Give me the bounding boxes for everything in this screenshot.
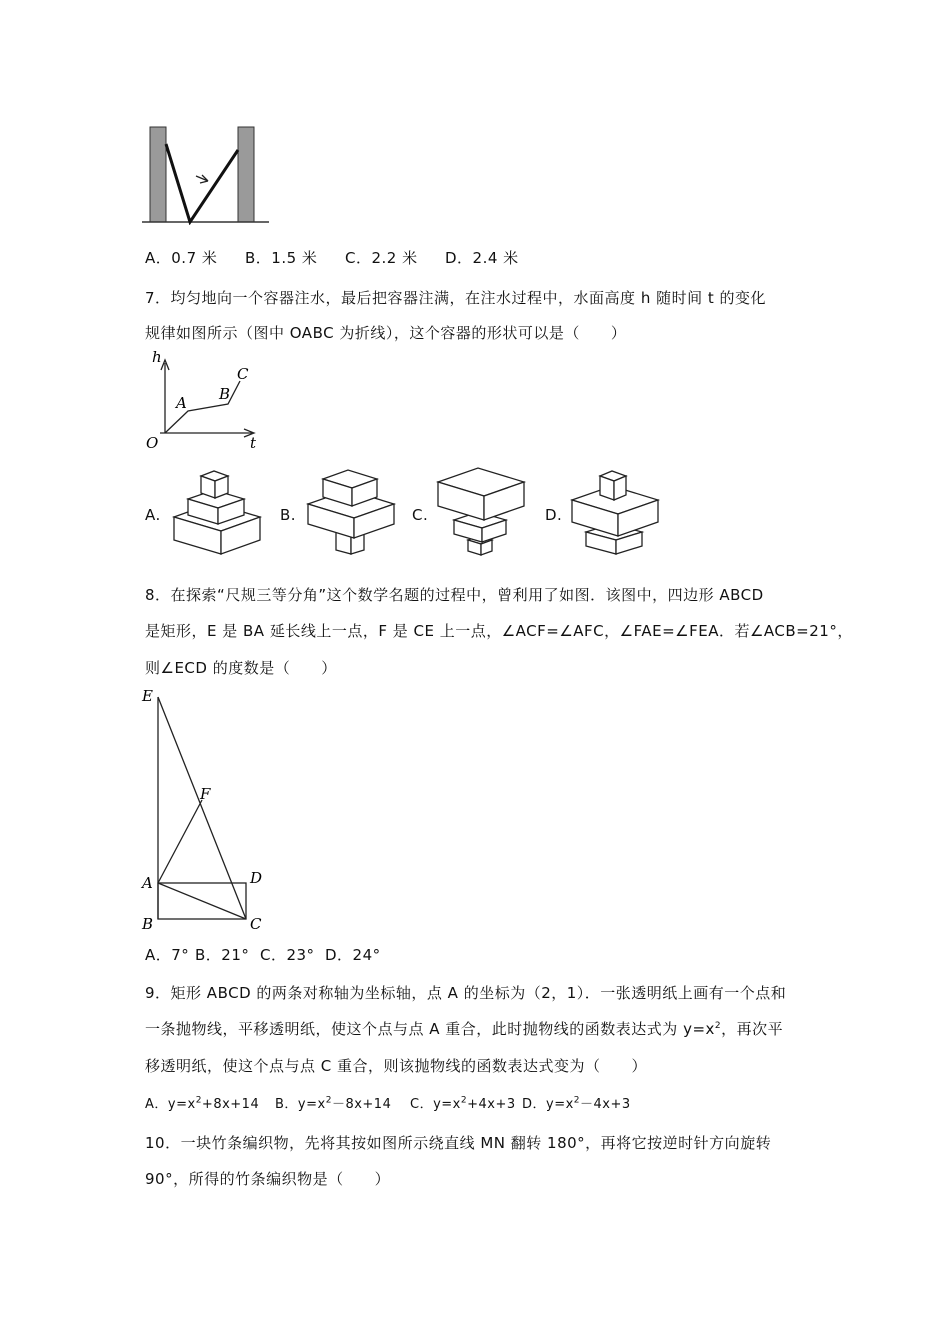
label-a: A (176, 394, 187, 412)
container-b-figure (302, 462, 402, 560)
q8-option-b: B．21° (195, 946, 250, 964)
q6-option-c: C．2.2 米 (345, 249, 418, 267)
q8-option-a: A．7° (145, 946, 190, 964)
label-c: C (237, 365, 249, 383)
q8-options (145, 945, 381, 965)
q6-options (145, 248, 519, 268)
q8-text-line1: 8．在探索“尺规三等分角”这个数学名题的过程中，曾利用了如图．该图中，四边形 ABCD (145, 586, 764, 604)
q7-option-c-label: C. (412, 506, 429, 524)
q8-text-line2: 是矩形，E 是 BA 延长线上一点，F 是 CE 上一点，∠ACF=∠AFC，∠FAE=∠FEA．若∠ACB=21°， (145, 622, 853, 640)
q9-line2-exponent: 2 (714, 1021, 722, 1031)
ladder-walls-figure (138, 120, 273, 225)
q7-text-line2: 规律如图所示（图中 OABC 为折线），这个容器的形状可以是（ ） (145, 324, 627, 342)
q9-text-line1: 9．矩形 ABCD 的两条对称轴为坐标轴，点 A 的坐标为（2，1）．一张透明纸上画有一个点和 (145, 984, 787, 1002)
q9-options (145, 1095, 631, 1115)
q6-option-d: D．2.4 米 (445, 249, 519, 267)
q9-line2-part1: 一条抛物线，平移透明纸，使这个点与点 A 重合，此时抛物线的函数表达式为 y=x (145, 1020, 715, 1038)
container-a-figure (168, 462, 268, 560)
q6-option-a: A．0.7 米 (145, 249, 218, 267)
q9-text-line2 (145, 1019, 783, 1039)
q9-text-line3: 移透明纸，使这个点与点 C 重合，则该抛物线的函数表达式变为（ ） (145, 1057, 648, 1075)
line-af (158, 800, 202, 883)
water-height-graph (140, 348, 265, 453)
label-o: O (146, 434, 159, 452)
left-wall (150, 127, 166, 222)
q7-option-d-label: D. (545, 506, 563, 524)
container-c-figure (432, 462, 532, 560)
label-c: C (250, 915, 262, 933)
q9-option-c: C．$y=x^2+4x+3$ (410, 1095, 516, 1112)
q9-option-d: D．$y=x^2-4x+3$ (522, 1095, 631, 1112)
q7-option-a-label: A. (145, 506, 161, 524)
q9-line2-part2: ，再次平 (721, 1020, 784, 1038)
label-t: t (250, 434, 257, 452)
label-h: h (152, 348, 162, 366)
label-d: D (250, 869, 263, 887)
q10-text-line2: 90°，所得的竹条编织物是（ ） (145, 1170, 391, 1188)
q9-option-a: A．$y=x^2+8x+14$ (145, 1095, 260, 1112)
q6-option-b: B．1.5 米 (245, 249, 318, 267)
label-b: B (219, 385, 231, 403)
q8-option-c: C．23° (260, 946, 315, 964)
right-wall (238, 127, 254, 222)
arrow-icon (196, 175, 208, 183)
q8-option-d: D．24° (325, 946, 381, 964)
line-ac (158, 883, 246, 919)
q7-option-b-label: B. (280, 506, 297, 524)
label-a: A (142, 874, 153, 892)
label-f: F (200, 785, 211, 803)
q8-text-line3: 则∠ECD 的度数是（ ） (145, 659, 337, 677)
container-d-figure (566, 462, 666, 560)
label-e: E (142, 687, 153, 705)
q9-option-b: B．$y=x^2-8x+14$ (275, 1095, 392, 1112)
line-ec (158, 697, 246, 919)
q10-text-line1: 10．一块竹条编织物，先将其按如图所示绕直线 MN 翻转 180°，再将它按逆时针方向旋转 (145, 1134, 772, 1152)
q7-text-line1: 7．均匀地向一个容器注水，最后把容器注满，在注水过程中，水面高度 h 随时间 t 的变化 (145, 289, 767, 307)
rectangle-triangle-figure (138, 685, 273, 935)
label-b: B (142, 915, 154, 933)
